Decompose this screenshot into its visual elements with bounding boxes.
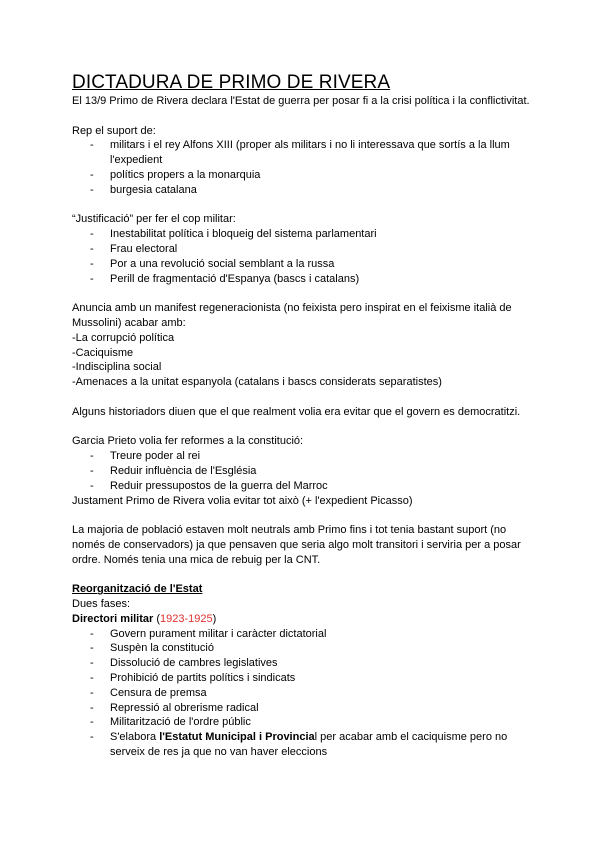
manifesto-item: -Amenaces a la unitat espanyola (catalans i bascs considerats separatistes) — [72, 376, 442, 389]
document-body — [72, 72, 532, 760]
historians-paragraph: Alguns historiadors diuen que el que realment volia era evitar que el govern es democratitzi. — [72, 405, 521, 418]
garcia-list — [72, 449, 532, 493]
phase1-line — [72, 612, 532, 627]
list-item: - Reduir pressupostos de la guerra del Marroc — [90, 479, 532, 494]
list-item: - Censura de premsa — [90, 686, 532, 701]
manifesto-item: -Caciquisme — [72, 346, 134, 359]
phase1-dates: 1923-1925 — [160, 612, 213, 625]
phase1-open: ( — [153, 612, 161, 625]
list-item: - Treure poder al rei — [90, 449, 532, 464]
manifesto-item: -La corrupció política — [72, 331, 175, 344]
estatut-post: l per acabar amb el caciquisme pero no serveix de res ja que no van haver eleccions — [110, 731, 508, 759]
justification-heading: “Justificació” per fer el cop militar: — [72, 213, 236, 226]
phases-intro: Dues fases: — [72, 598, 131, 611]
phase1-close: ) — [212, 612, 217, 625]
list-item: - Prohibició de partits polítics i sindicats — [90, 671, 532, 686]
phase1-label: Directori militar — [72, 612, 154, 625]
intro-paragraph: El 13/9 Primo de Rivera declara l'Estat de guerra per posar fi a la crisi política i la conflictivitat. — [72, 95, 530, 107]
list-item: - Repressió al obrerisme radical — [90, 701, 532, 716]
list-item: - Suspèn la constitució — [90, 641, 532, 656]
list-item: - burgesia catalana — [90, 183, 532, 198]
support-list — [72, 138, 532, 197]
garcia-after: Justament Primo de Rivera volia evitar tot això (+ l'expedient Picasso) — [72, 494, 413, 507]
reorg-heading: Reorganització de l'Estat — [72, 583, 203, 596]
list-item: - Militarització de l'ordre públic — [90, 715, 532, 730]
estatut-bold: l'Estatut Municipal i Provincia — [159, 731, 315, 744]
support-heading: Rep el suport de: — [72, 124, 156, 137]
estatut-pre: S'elabora — [110, 731, 160, 744]
population-paragraph: La majoria de població estaven molt neutrals amb Primo fins i tot tenia bastant suport (no només de conservadors) ja que pensaven que seria algo molt transitori i serviria per a posar ordre. Només tenia una mica de rebuig per la CNT. — [72, 524, 521, 566]
garcia-heading: Garcia Prieto volia fer reformes a la constitució: — [72, 435, 304, 448]
list-item: - Reduir influència de l'Església — [90, 464, 532, 479]
manifesto-item: -Indisciplina social — [72, 361, 162, 374]
list-item: - Inestabilitat política i bloqueig del sistema parlamentari — [90, 227, 532, 242]
list-item: - Govern purament militar i caràcter dictatorial — [90, 627, 532, 642]
reorg-list — [72, 627, 532, 760]
list-item: - Por a una revolució social semblant a la russa — [90, 257, 532, 272]
manifesto-paragraph: Anuncia amb un manifest regeneracionista (no feixista pero inspirat en el feixisme italià de Mussolini) acabar amb: — [72, 302, 512, 329]
list-item: - polítics propers a la monarquia — [90, 168, 532, 183]
list-item: - Perill de fragmentació d'Espanya (bascs i catalans) — [90, 272, 532, 287]
list-item: - Frau electoral — [90, 242, 532, 257]
list-item: - militars i el rey Alfons XIII (proper als militars i no li interessava que sortís a la llum l'expedient — [90, 138, 532, 168]
justification-list — [72, 227, 532, 286]
list-item: - Dissolució de cambres legislatives — [90, 656, 532, 671]
list-item-estatut — [90, 730, 532, 760]
page-title: DICTADURA DE PRIMO DE RIVERA — [72, 72, 391, 93]
